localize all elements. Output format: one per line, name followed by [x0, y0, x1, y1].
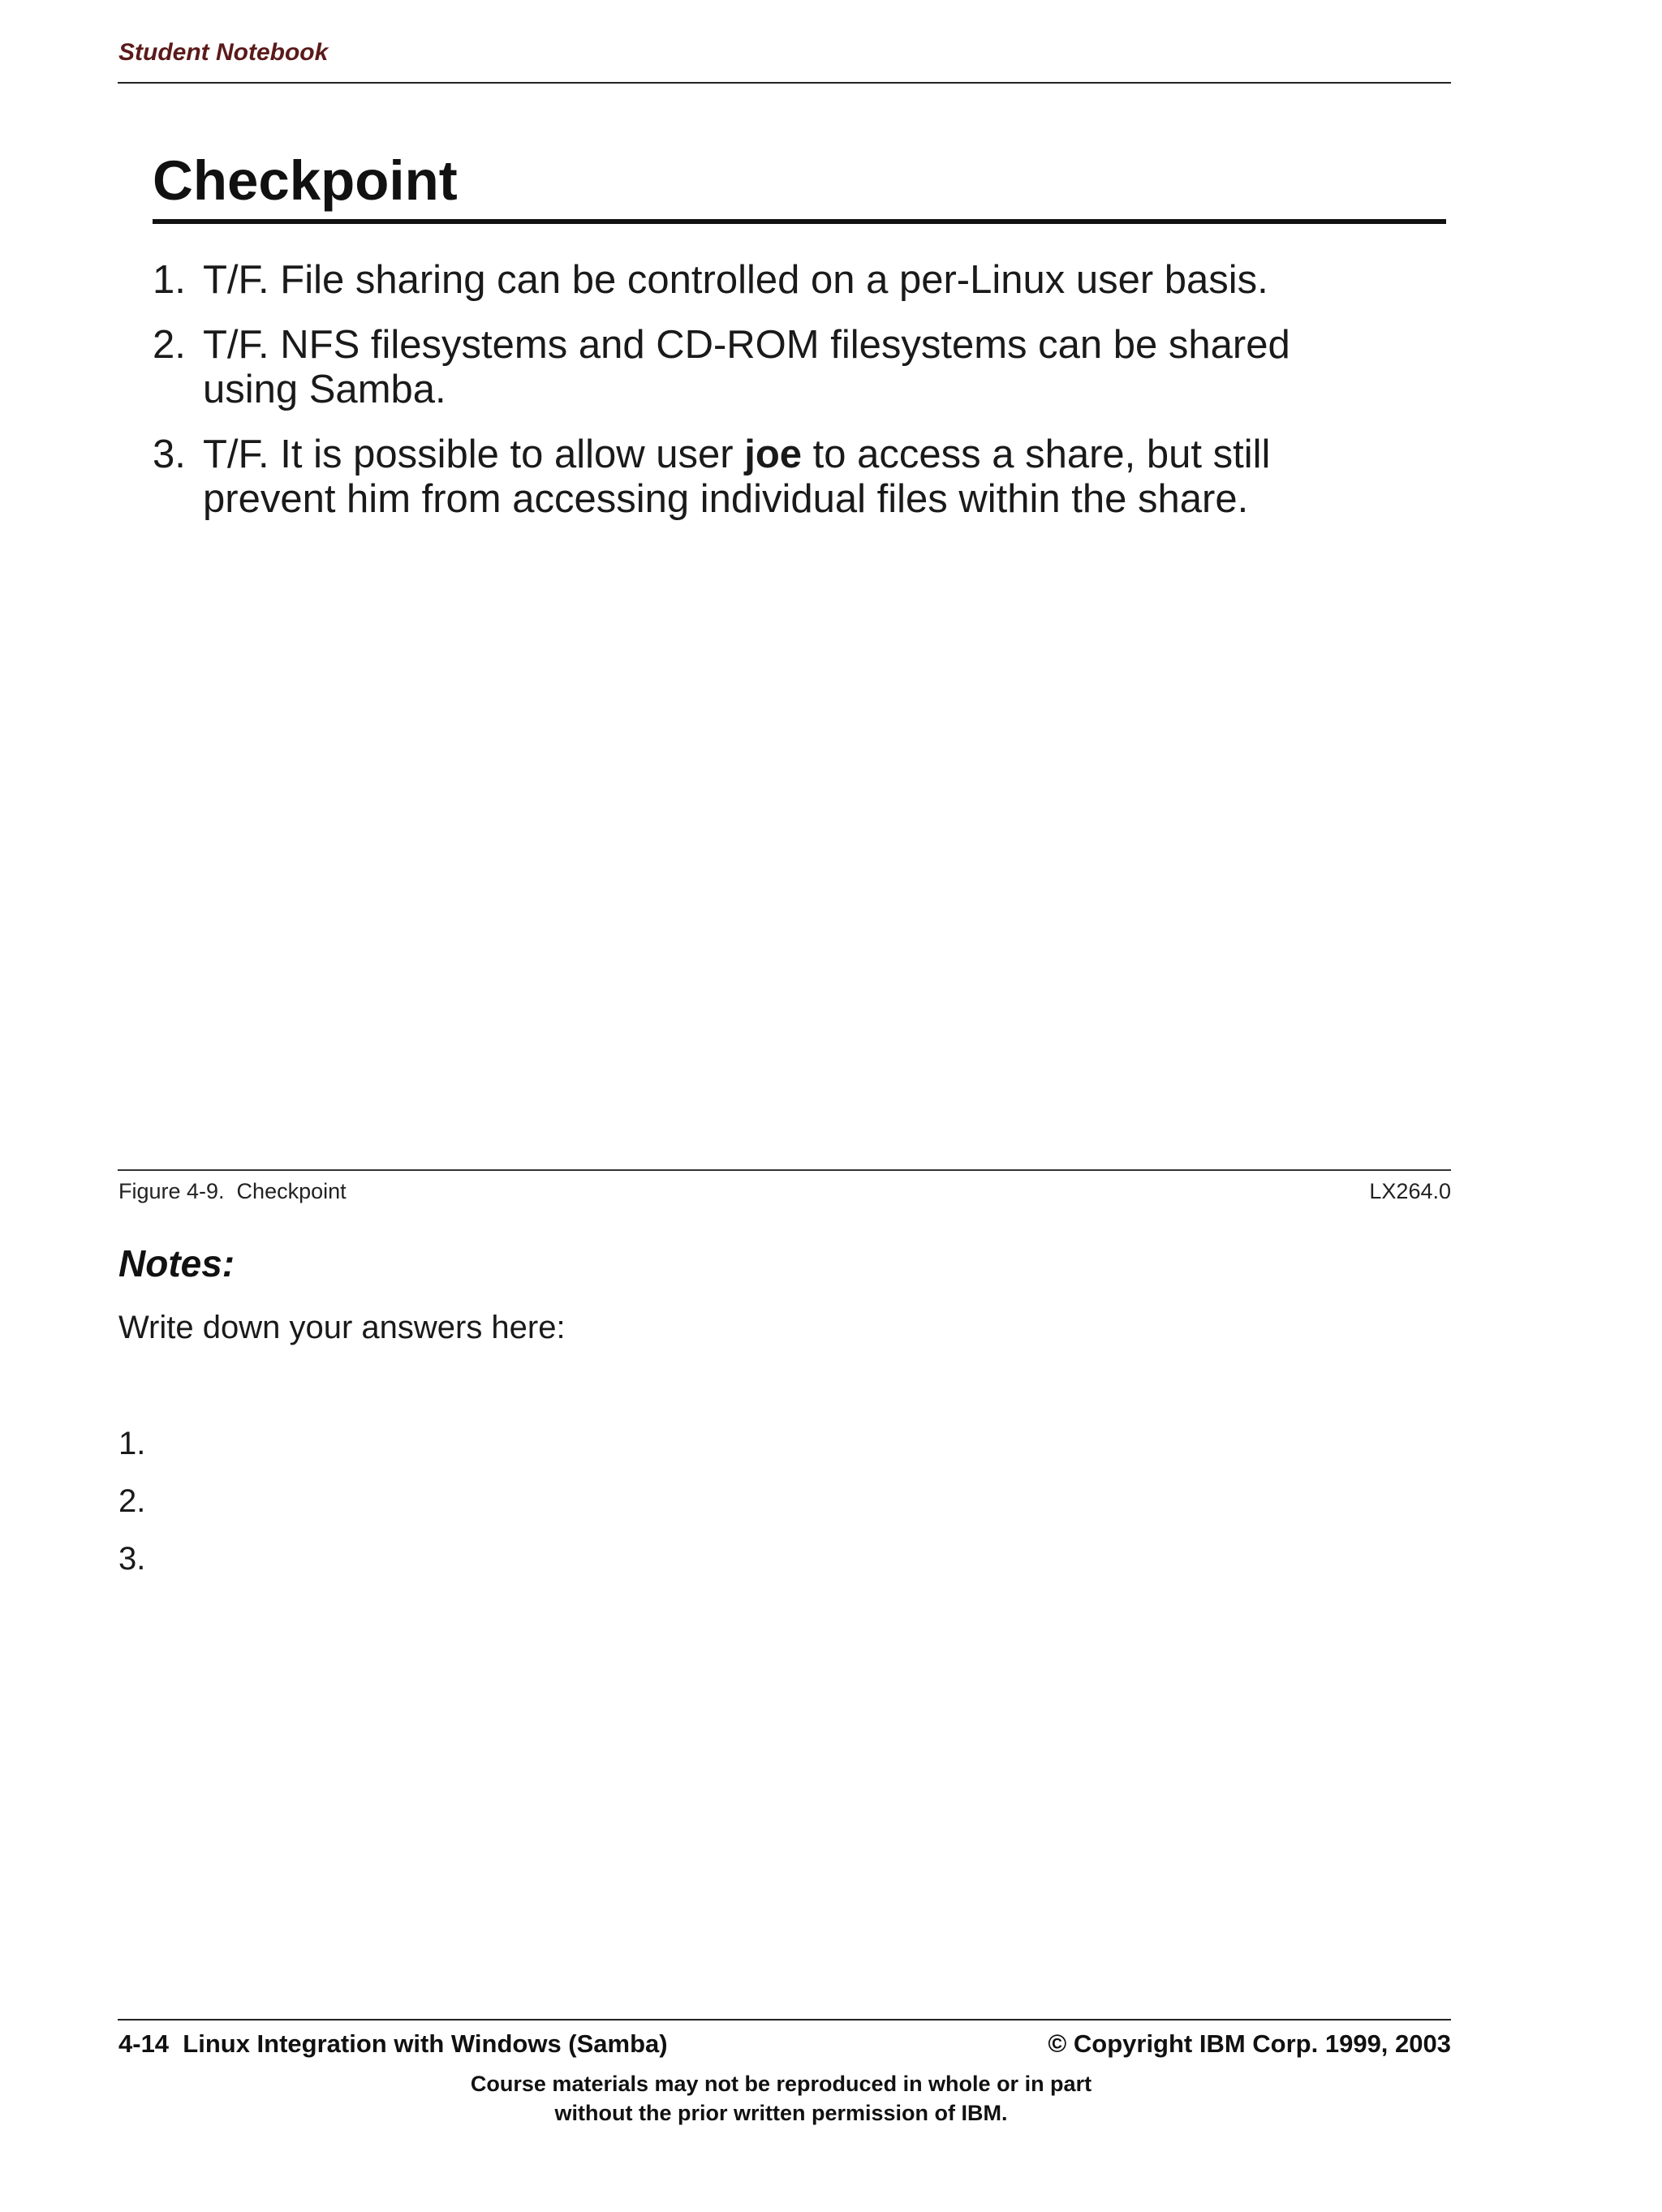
notes-heading: Notes:	[118, 1242, 235, 1285]
footer-notice-line-1: Course materials may not be reproduced in whole or in part	[470, 2072, 1092, 2096]
question-text-start: T/F. It is possible to allow user	[203, 433, 745, 476]
footer-page-title: 4-14 Linux Integration with Windows (Samba)	[118, 2029, 668, 2058]
footer-copyright: © Copyright IBM Corp. 1999, 2003	[1048, 2029, 1451, 2058]
answer-line-1: 1.	[118, 1426, 146, 1461]
question-text	[203, 433, 1337, 522]
footer-notice	[0, 2069, 1562, 2128]
answer-line-2: 2.	[118, 1483, 146, 1519]
question-number: 2.	[153, 323, 186, 367]
slide-title: Checkpoint	[153, 149, 458, 212]
question-number: 3.	[153, 433, 186, 476]
username-emphasis: joe	[744, 433, 802, 476]
question-text: T/F. File sharing can be controlled on a per-Linux user basis.	[203, 258, 1268, 302]
figure-divider	[118, 1169, 1451, 1171]
question-number: 1.	[153, 258, 186, 302]
figure-code: LX264.0	[1369, 1179, 1451, 1203]
question-text-end: to access a share, but still prevent him from accessing individual files within the share.	[203, 433, 1271, 521]
notes-instruction: Write down your answers here:	[118, 1310, 566, 1345]
title-underline	[153, 219, 1446, 224]
footer-notice-line-2: without the prior written permission of IBM.	[554, 2101, 1008, 2125]
answer-line-3: 3.	[118, 1541, 146, 1577]
question-list	[153, 258, 1337, 542]
footer-divider	[118, 2019, 1451, 2020]
question-item-3	[153, 433, 1337, 522]
question-text: T/F. NFS filesystems and CD-ROM filesystems can be shared using Samba.	[203, 323, 1290, 411]
running-head: Student Notebook	[118, 39, 329, 66]
question-item-2	[153, 323, 1337, 412]
figure-caption: Figure 4-9. Checkpoint	[118, 1179, 347, 1203]
question-item-1	[153, 258, 1337, 303]
header-divider	[118, 82, 1451, 84]
